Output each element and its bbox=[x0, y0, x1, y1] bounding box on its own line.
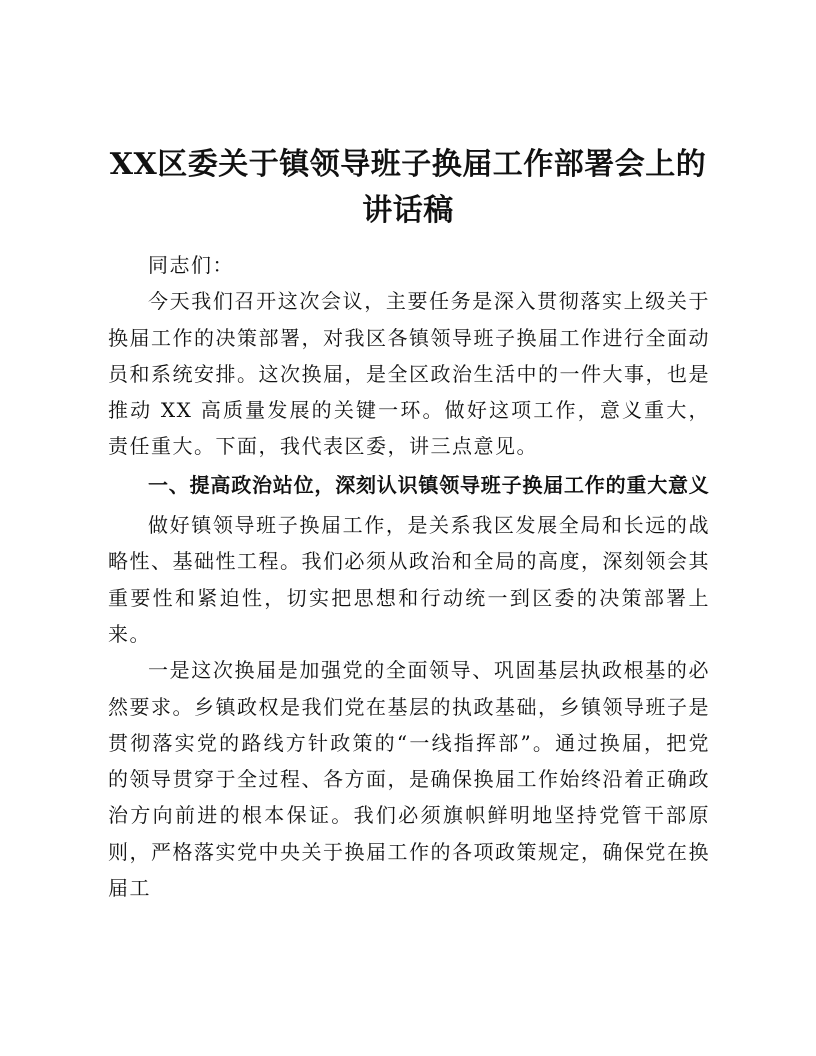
section-1-paragraph: 做好镇领导班子换届工作，是关系我区发展全局和长远的战略性、基础性工程。我们必须从政治和全局的高度，深刻领会其重要性和紧迫性，切实把思想和行动统一到区委的决策部署上来。 bbox=[108, 513, 710, 646]
section-heading-1: 一、提高政治站位，深刻认识镇领导班子换届工作的重大意义 bbox=[148, 472, 710, 497]
document-body bbox=[108, 247, 710, 906]
section-1-point-1-paragraph: 一是这次换届是加强党的全面领导、巩固基层执政根基的必然要求。乡镇政权是我们党在基层的执政基础，乡镇领导班子是贯彻落实党的路线方针政策的“一线指挥部”。通过换届，把党的领导贯穿于全过程、各方面，是确保换届工作始终沿着正确政治方向前进的根本保证。我们必须旗帜鲜明地坚持党管干部原则，严格落实党中央关于换届工作的各项政策规定，确保党在换届工 bbox=[108, 658, 710, 901]
salutation-paragraph: 同志们： bbox=[148, 253, 234, 277]
document-title: XX区委关于镇领导班子换届工作部署会上的讲话稿 bbox=[109, 147, 707, 228]
intro-paragraph: 今天我们召开这次会议，主要任务是深入贯彻落实上级关于换届工作的决策部署，对我区各镇领导班子换届工作进行全面动员和系统安排。这次换届，是全区政治生活中的一件大事，也是推动 XX 高质量发展的关键一环。做好这项工作，意义重大，责任重大。下面，我代表区委，讲三点意见。 bbox=[108, 289, 710, 459]
